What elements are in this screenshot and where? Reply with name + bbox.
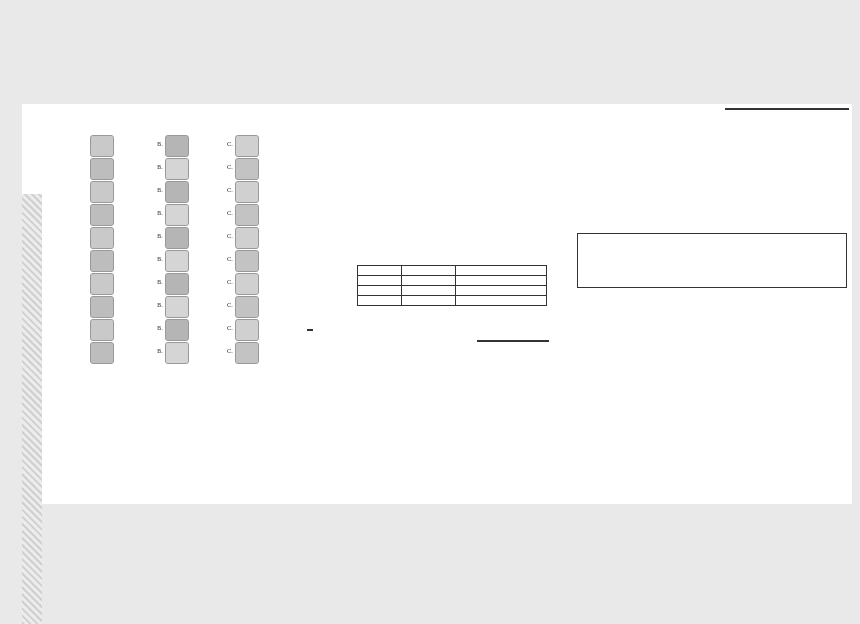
option-picture [235, 135, 259, 157]
option-letter: C. [227, 257, 233, 264]
passage-a-label [577, 211, 847, 221]
leaflet-restaurant-heading [582, 255, 842, 265]
page-column-1 [50, 112, 280, 428]
option-picture [165, 204, 189, 226]
option-letter: C. [227, 326, 233, 333]
option-letter: B. [157, 280, 163, 287]
response-question-row [50, 377, 280, 387]
question-row [307, 244, 547, 254]
leaflet-title [582, 235, 842, 245]
q17-option-c [307, 132, 547, 142]
table-cell [358, 285, 402, 295]
page-number-3 [577, 290, 847, 300]
section-1-heading [50, 125, 280, 135]
table-header [402, 265, 456, 275]
option-letter: C. [227, 349, 233, 356]
section-2-questions [50, 377, 280, 428]
question-row [307, 194, 547, 204]
question-row [307, 153, 547, 163]
option-letter: B. [157, 188, 163, 195]
option-picture [165, 273, 189, 295]
option-picture [90, 135, 114, 157]
option-picture [235, 342, 259, 364]
picture-question-row [50, 204, 280, 227]
question-row [307, 163, 547, 173]
picture-question-row [50, 342, 280, 365]
table-cell [455, 285, 546, 295]
table-cell [455, 275, 546, 285]
leaflet-box [577, 233, 847, 288]
leaflet-line [582, 276, 842, 286]
binding-strip [22, 194, 42, 624]
table-row [358, 295, 547, 305]
option-picture [165, 135, 189, 157]
option-picture [90, 273, 114, 295]
response-question-row [50, 407, 280, 417]
response-question-row [50, 397, 280, 407]
section-2-heading [50, 366, 280, 376]
section-1-questions [50, 135, 280, 365]
option-picture [165, 181, 189, 203]
page-column-3 [577, 112, 847, 300]
picture-question-row [50, 227, 280, 250]
written-header [307, 308, 547, 318]
option-picture [90, 181, 114, 203]
table-cell [358, 275, 402, 285]
option-picture [165, 342, 189, 364]
question-row [307, 112, 547, 122]
word-bank-1 [307, 329, 313, 331]
picture-question-row [50, 273, 280, 296]
section-3-heading [307, 143, 547, 153]
fill-in-table [357, 265, 547, 306]
option-letter: B. [157, 303, 163, 310]
option-picture [90, 158, 114, 180]
table-cell [402, 285, 456, 295]
question-row [307, 234, 547, 244]
section-7-instruction [577, 200, 847, 210]
option-picture [165, 296, 189, 318]
leaflet-line [582, 245, 842, 255]
option-picture [165, 227, 189, 249]
question-row [307, 183, 547, 193]
page-column-2 [307, 112, 547, 353]
picture-question-row [50, 181, 280, 204]
section-5-heading [307, 318, 547, 328]
option-letter: C. [227, 142, 233, 149]
response-question-row [50, 387, 280, 397]
table-row [358, 275, 547, 285]
option-letter: B. [157, 349, 163, 356]
picture-question-row [50, 158, 280, 181]
question-row [307, 122, 547, 132]
option-picture [90, 296, 114, 318]
option-picture [235, 158, 259, 180]
option-letter: B. [157, 326, 163, 333]
table-cell [455, 295, 546, 305]
option-box [725, 108, 849, 110]
picture-question-row [50, 296, 280, 319]
picture-question-row [50, 135, 280, 158]
option-letter: B. [157, 257, 163, 264]
option-letter: C. [227, 165, 233, 172]
option-picture [90, 319, 114, 341]
leaflet-intro [577, 221, 847, 231]
option-letter: B. [157, 142, 163, 149]
option-letter: C. [227, 303, 233, 310]
option-picture [235, 273, 259, 295]
response-question-row [50, 417, 280, 427]
option-letter: C. [227, 234, 233, 241]
table-cell [402, 275, 456, 285]
question-row [307, 224, 547, 234]
section-5-dialogue-start [307, 342, 547, 352]
option-letter: C. [227, 280, 233, 287]
question-row [307, 173, 547, 183]
option-picture [235, 250, 259, 272]
word-bank-2 [477, 340, 549, 342]
picture-question-row [50, 250, 280, 273]
option-picture [90, 204, 114, 226]
option-picture [165, 319, 189, 341]
section-4-heading [307, 255, 547, 265]
section-6-heading [577, 180, 847, 190]
option-picture [235, 181, 259, 203]
table-cell [358, 295, 402, 305]
option-letter: B. [157, 211, 163, 218]
table-cell [402, 295, 456, 305]
option-picture [90, 342, 114, 364]
picture-question-row [50, 319, 280, 342]
option-letter: C. [227, 188, 233, 195]
exam-sheet [22, 104, 852, 504]
option-picture [90, 250, 114, 272]
option-picture [165, 158, 189, 180]
q22-option-c [307, 214, 547, 224]
table-header [358, 265, 402, 275]
listening-header [50, 115, 280, 125]
option-picture [90, 227, 114, 249]
q22-option-b [307, 204, 547, 214]
option-picture [235, 319, 259, 341]
option-picture [235, 204, 259, 226]
option-picture [165, 250, 189, 272]
table-row [358, 285, 547, 295]
option-letter: C. [227, 211, 233, 218]
leaflet-line [582, 266, 842, 276]
option-letter: B. [157, 234, 163, 241]
option-picture [235, 227, 259, 249]
option-picture [235, 296, 259, 318]
table-header [455, 265, 546, 275]
section-7-heading [577, 190, 847, 200]
option-letter: B. [157, 165, 163, 172]
